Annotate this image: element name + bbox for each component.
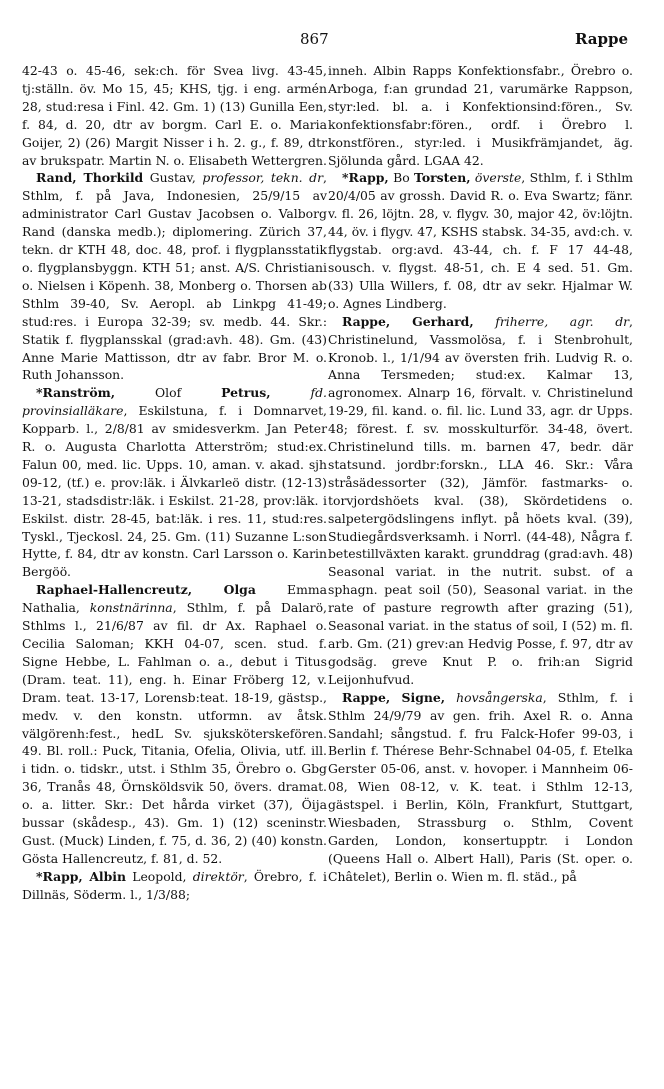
entry-name: Rand, Thorkild — [36, 170, 144, 186]
page-number: 867 — [300, 30, 329, 48]
entry-rappe-signe: Rappe, Signe, hovsångerska, Sthlm, f. i Sthlm 24/9/79 av gen. frih. Axel R. o. Anna Sandahl; sångstud. f. fru Falck-Hofer 99-03, i Berlin f. Thérese Behr-Schnabel 04-05, f. Etelka Gerster 05-06, anst. v. hovoper. i Mannheim 06-08, Wien 08-12, v. K. teat. i Sthlm 12-13, gästspel. i Berlin, Köln, Frankfurt, Stuttgart, Wiesbaden, Strassburg o. Sthlm, Covent Garden, London, konsertupptr. i London (Queens Hall o. Albert Hall), Paris (St. oper. o. Châtelet), Berlin o. Wien m. fl. städ., på — [328, 689, 633, 884]
entry-title: direktör — [192, 868, 244, 884]
entry-name: Rapp, Albin — [42, 868, 127, 884]
entry-title: friherre, agr. dr — [495, 313, 630, 329]
entry-rapp-bo-torsten: *Rapp, Bo Torsten, överste, Sthlm, f. i Sthlm 20/4/05 av grossh. David R. o. Eva Swartz; fänr. v. fl. 26, löjtn. 28, v. flygv. 30, major 42, öv:löjtn. 44, öv. i flygv. 47, KSHS stabsk. 34-35, avd:ch. v. flygstab. org:avd. 43-44, ch. f. F 17 44-48, sousch. v. flygst. 48-51, ch. E 4 sed. 51. Gm. (33) Ulla Willers, f. 08, dtr av sekr. Hjalmar W. o. Agnes Lindberg. — [328, 170, 633, 311]
running-head: Rappe — [574, 30, 628, 48]
left-column — [22, 62, 327, 904]
entry-title: hovsångerska — [456, 689, 543, 705]
entry-continuation: 42-43 o. 45-46, sek:ch. för Svea livg. 43-45, tj:ställn. öv. Mo 15, 45; KHS, tjg. i eng. armén 28, stud:resa i Finl. 42. Gm. 1) (13) Gunilla Een, f. 84, d. 20, dtr av borgm. Carl E. o. Maria Goijer, 2) (26) Margit Nisser i h. 2. g., f. 89, dtr av brukspatr. Martin N. o. Elisabeth Wettergren. — [22, 63, 327, 168]
entry-name: Rapp, — [348, 170, 389, 186]
page-header — [0, 30, 664, 56]
entry-rapp-albin: *Rapp, Albin Leopold, direktör, Örebro, f. i Dillnäs, Söderm. l., 1/3/88; — [22, 868, 328, 902]
entry-title: professor, tekn. dr — [202, 170, 324, 186]
entry-raphael-hallencreutz: Raphael-Hallencreutz, Olga Emma Nathalia, konstnärinna, Sthlm, f. på Dalarö, Sthlms l., 21/6/87 av fil. dr Ax. Raphael o. Cecilia Saloman; KKH 04-07, scen. stud. f. Signe Hebbe, L. Fahlman o. a., debut i Titus (Dram. teat. 11), eng. h. Einar Fröberg 12, v. Dram. teat. 13-17, Lorensb:teat. 18-19, gästsp., medv. v. den konstn. utformn. av åtsk. välgörenh:fest., hedL Sv. sjuksköterskefören. 49. Bl. roll.: Puck, Titania, Ofelia, Olivia, utf. ill. i tidn. o. tidskr., utst. i Sthlm 35, Örebro o. Gbg 36, Tranås 48, Örnsköldsvik 50, övers. dramat. o. a. litter. Skr.: Det hårda virket (37), Öija bussar (skådesp., 43). Gm. 1) (12) sceninstr. Gust. (Muck) Linden, f. 75, d. 36, 2) (40) konstn. Gösta Hallencreutz, f. 81, d. 52. — [22, 582, 327, 866]
entry-title: konstnärinna — [89, 600, 173, 616]
entry-name: Raphael-Hallencreutz, Olga — [36, 582, 256, 598]
entry-ranstrom: *Ranström, Olof Petrus, fd. provinsialläkare, Eskilstuna, f. i Domnarvet, Kopparb. l., 2/8/81 av smidesverkm. Jan Peter R. o. Augusta Charlotta Atterström; stud:ex. Falun 00, med. lic. Upps. 10, aman. v. akad. sjh 09-12, (tf.) e. prov:läk. i Älvkarleö distr. (12-13) 13-21, stadsdistr:läk. i Eskilst. 21-28, prov:läk. i Eskilst. distr. 28-45, bat:läk. i res. 11, stud:res. Tyskl., Tjeckosl. 24, 25. Gm. (11) Suzanne L:son Hytte, f. 84, dtr av konstn. Carl Larsson o. Karin Bergöö. — [22, 385, 327, 580]
entry-title: fd. provinsialläkare — [22, 385, 327, 419]
entry-rappe-gerhard: Rappe, Gerhard, friherre, agr. dr, Christinelund, Vassmolösa, f. i Stenbrohult, Kronob. l., 1/1/94 av översten frih. Ludvig R. o. Anna Tersmeden; stud:ex. Kalmar 13, agronomex. Alnarp 16, förvalt. v. Christinelund 19-29, fil. kand. o. fil. lic. Lund 33, agr. dr Upps. 48; förest. f. sv. mosskulturför. 34-48, övert. Christinelund tills. m. barnen 47, bedr. där statsund. jordbr:forskn., LLA 46. Skr.: Våra stråsädessorter (32), Jämför. fastmarks- o. torvjordshöets kval. (38), Skördetidens o. salpetergödslingens inflyt. på höets kval. (39), Studiegårdsverksamh. i Norrl. (44-48), Några f. betestillväxten karakt. grunddrag (grad:avh. 48) Seasonal variat. in the nutrit. subst. of a sphagn. peat soil (50), Seasonal variat. in the rate of pasture regrowth after grazing (51), Seasonal variat. in the status of soil, I (52) m. fl. arb. Gm. (21) grev:an Hedvig Posse, f. 97, dtr av godsäg. greve Knut P. o. frih:an Sigrid Leijonhufvud. — [328, 313, 633, 687]
entry-name: Rappe, Gerhard, — [342, 313, 474, 329]
right-column — [328, 62, 633, 886]
entry-name: Rappe, Signe, — [342, 689, 446, 705]
entry-rand: Rand, Thorkild Gustav, professor, tekn. dr, Sthlm, f. på Java, Indonesien, 25/9/15 av administrator Carl Gustav Jacobsen o. Valborg Rand (danska medb.); diplomering. Zürich 37, tekn. dr KTH 48, doc. 48, prof. i flygplansstatik o. flygplansbyggn. KTH 51; anst. A/S. Christiani o. Nielsen i Köpenh. 38, Monberg o. Thorsen ab Sthlm 39-40, Sv. Aeropl. ab Linkpg 41-49; stud:res. i Europa 32-39; sv. medb. 44. Skr.: Statik f. flygplansskal (grad:avh. 48). Gm. (43) Anne Marie Mattisson, dtr av fabr. Bror M. o. Ruth Johansson. — [22, 170, 327, 383]
entry-title: överste — [470, 170, 522, 186]
entry-name: Ranström, — [42, 385, 116, 401]
entry-continuation: inneh. Albin Rapps Konfektionsfabr., Örebro o. Arboga, f:an grundad 21, varumärke Rappson, styr:led. bl. a. i Konfektionsind:fören., Sv. konfektionsfabr:fören., ordf. i Örebro l. konstfören., styr:led. i Musikfrämjandet, äg. Sjölunda gård. LGAA 42. — [328, 63, 633, 168]
